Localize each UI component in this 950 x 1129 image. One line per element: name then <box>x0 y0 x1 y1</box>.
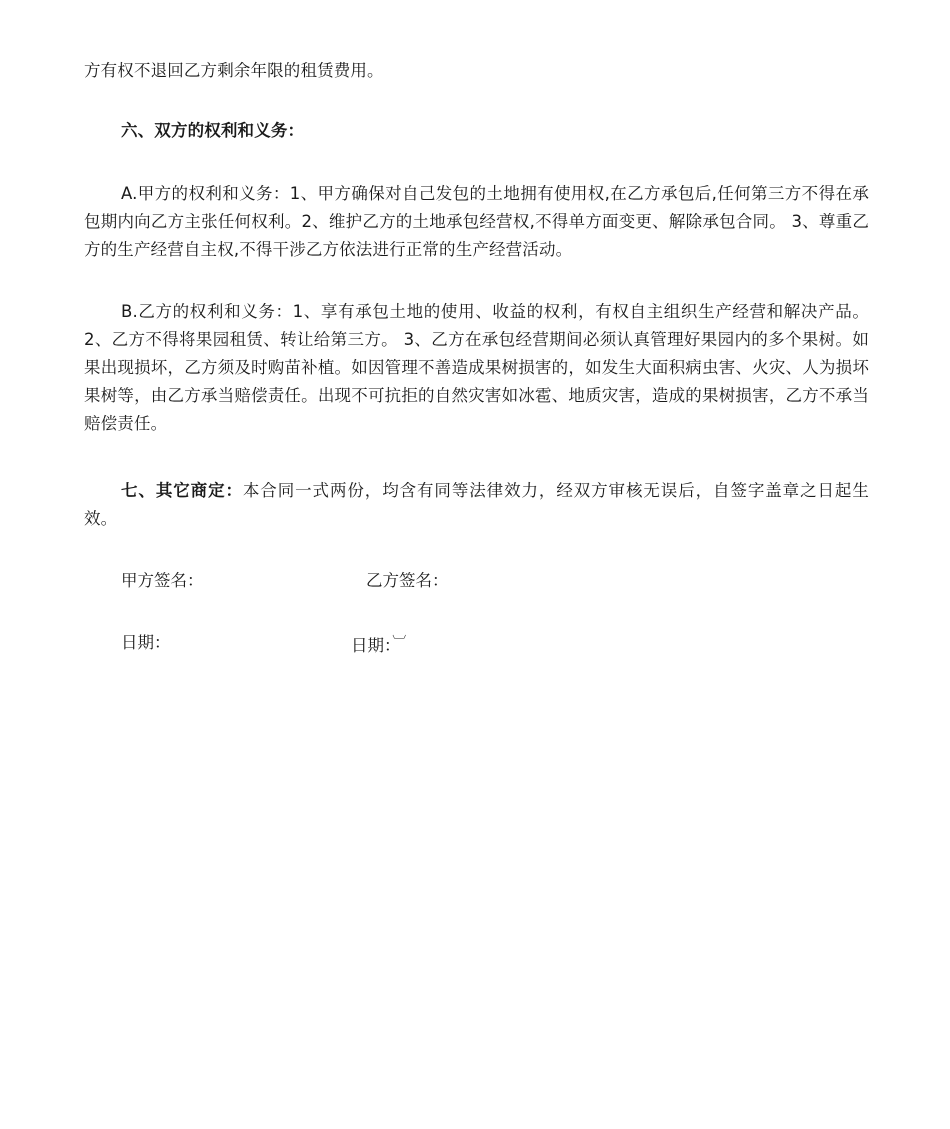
section-7-paragraph <box>84 477 869 533</box>
section-6-party-b-paragraph: B.乙方的权利和义务：1、享有承包土地的使用、收益的权利，有权自主组织生产经营和解决产品。 2、乙方不得将果园租赁、转让给第三方。 3、乙方在承包经营期间必须认真管理好果园内的多个果树。如果出现损坏，乙方须及时购苗补植。如因管理不善造成果树损害的，如发生大面积病虫害、火灾、人为损坏果树等，由乙方承当赔偿责任。出现不可抗拒的自然灾害如冰雹、地质灾害，造成的果树损害，乙方不承当赔偿责任。 <box>84 302 869 433</box>
party-b-date-mark: ︺ <box>392 635 407 651</box>
section-6-party-a-paragraph: A.甲方的权利和义务：1、甲方确保对自己发包的土地拥有使用权,在乙方承包后,任何第三方不得在承包期内向乙方主张任何权利。2、维护乙方的土地承包经营权,不得单方面变更、解除承包合同。 3、尊重乙方的生产经营自主权,不得干涉乙方依法进行正常的生产经营活动。 <box>84 184 869 259</box>
party-a-date-label: 日期： <box>121 633 171 652</box>
party-b-signature-label: 乙方签名： <box>366 571 449 590</box>
continuation-paragraph: 方有权不退回乙方剩余年限的租赁费用。 <box>84 61 384 80</box>
section-7-heading: 七、其它商定： <box>121 481 243 500</box>
section-6-heading: 六、双方的权利和义务： <box>121 121 305 140</box>
section-7-body: 本合同一式两份，均含有同等法律效力，经双方审核无误后，自签字盖章之日起生效。 <box>84 481 869 528</box>
party-b-date-text: 日期： <box>351 636 393 655</box>
party-a-signature-label: 甲方签名： <box>121 571 204 590</box>
party-b-date-label <box>351 629 406 660</box>
